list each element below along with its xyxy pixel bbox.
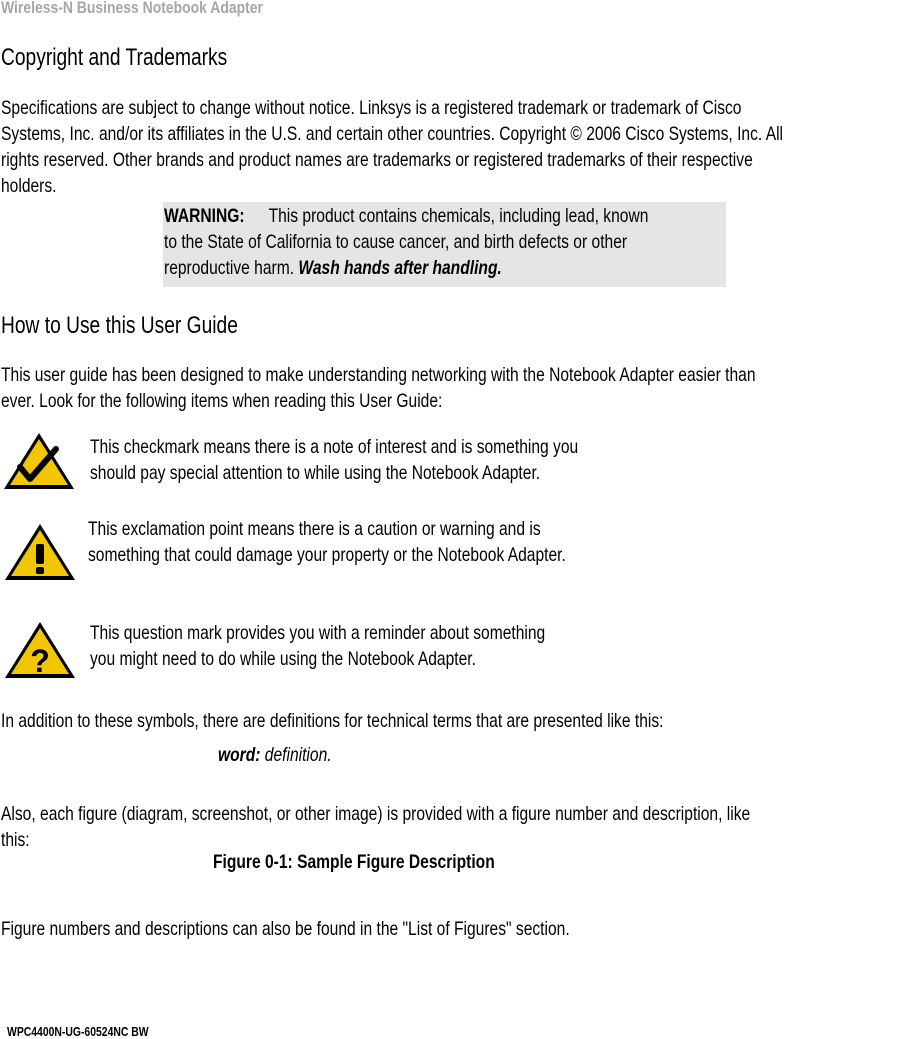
- paragraph-line: Also, each figure (diagram, screenshot, or other image) is provided with a figure number and description, like: [1, 803, 751, 825]
- paragraph-line: rights reserved. Other brands and product names are trademarks or registered trademarks of their respective: [1, 149, 753, 171]
- document-footer: WPC4400N-UG-60524NC BW: [7, 1024, 149, 1039]
- paragraph-line: This user guide has been designed to make understanding networking with the Notebook Adapter easier than: [1, 364, 756, 386]
- copyright-heading: Copyright and Trademarks: [1, 44, 228, 71]
- warning-line: to the State of California to cause cancer, and birth defects or other: [164, 231, 628, 253]
- warning-label: WARNING:: [164, 205, 245, 227]
- exclamation-note: [88, 516, 566, 568]
- sample-figure-caption: Figure 0-1: Sample Figure Description: [213, 851, 495, 873]
- checkmark-icon: [2, 431, 76, 491]
- exclamation-icon: [3, 522, 77, 582]
- warning-emphasis: Wash hands after handling.: [298, 257, 502, 279]
- paragraph-line: this:: [1, 829, 30, 851]
- warning-line: reproductive harm.: [164, 257, 295, 279]
- paragraph-line: holders.: [1, 175, 57, 197]
- warning-text: [164, 203, 648, 281]
- note-line: something that could damage your property or the Notebook Adapter.: [88, 544, 566, 566]
- guide-heading: How to Use this User Guide: [1, 312, 238, 339]
- checkmark-note: [90, 434, 578, 486]
- note-line: you might need to do while using the Notebook Adapter.: [90, 648, 476, 670]
- question-note: [90, 620, 545, 672]
- paragraph-line: ever. Look for the following items when reading this User Guide:: [1, 390, 443, 412]
- guide-paragraph: [1, 362, 756, 414]
- copyright-paragraph: [1, 95, 783, 199]
- paragraph-line: Specifications are subject to change without notice. Linksys is a registered trademark or trademark of Cisco: [1, 97, 742, 119]
- note-line: This exclamation point means there is a caution or warning and is: [88, 518, 541, 540]
- note-line: should pay special attention to while using the Notebook Adapter.: [90, 462, 541, 484]
- svg-text:?: ?: [30, 643, 50, 679]
- definitions-intro: In addition to these symbols, there are definitions for technical terms that are presented like this:: [1, 710, 664, 732]
- figures-paragraph: [1, 801, 750, 853]
- figures-note: Figure numbers and descriptions can also be found in the "List of Figures" section.: [1, 918, 570, 940]
- question-icon: [3, 620, 77, 680]
- definition-word: word:: [218, 744, 261, 766]
- paragraph-line: Systems, Inc. and/or its affiliates in the U.S. and certain other countries. Copyright © 2006 Cisco Systems, Inc. All: [1, 123, 784, 145]
- warning-line: This product contains chemicals, including lead, known: [268, 205, 649, 227]
- definition-example: [218, 744, 332, 767]
- document-header: Wireless-N Business Notebook Adapter: [1, 0, 263, 17]
- note-line: This checkmark means there is a note of interest and is something you: [90, 436, 579, 458]
- definition-text: definition.: [264, 744, 332, 766]
- note-line: This question mark provides you with a reminder about something: [90, 622, 546, 644]
